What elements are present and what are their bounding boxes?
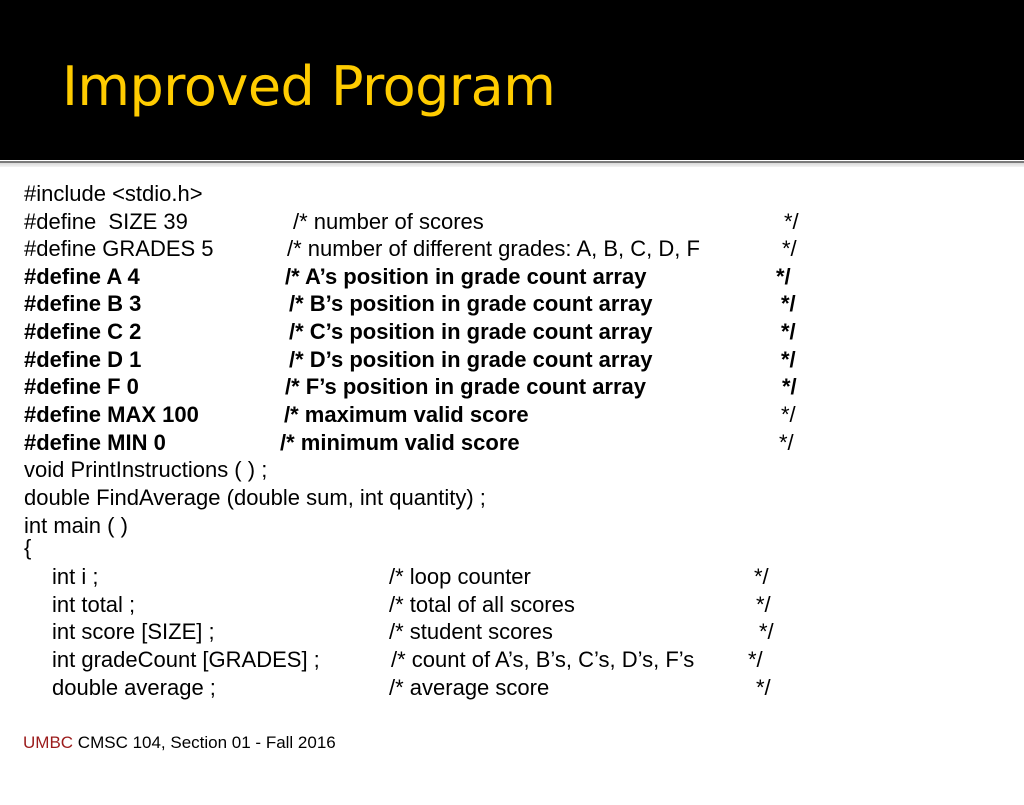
slide-footer bbox=[23, 733, 336, 753]
code-comment: /* total of all scores bbox=[389, 592, 575, 617]
code-text: int score [SIZE] ; bbox=[52, 619, 215, 644]
code-text: #define A 4 bbox=[24, 264, 140, 289]
code-line-define-c bbox=[24, 319, 796, 345]
code-text: #define F 0 bbox=[24, 374, 139, 399]
footer-course: CMSC 104, Section 01 - Fall 2016 bbox=[73, 733, 336, 752]
code-line-define-max bbox=[24, 402, 796, 428]
code-comment: /* loop counter bbox=[389, 564, 531, 589]
code-line-define-grades bbox=[24, 236, 797, 262]
code-text: double FindAverage (double sum, int quantity) ; bbox=[24, 485, 486, 510]
code-comment: /* F’s position in grade count array bbox=[285, 374, 647, 399]
code-line-define-a bbox=[24, 264, 791, 290]
code-comment: /* maximum valid score bbox=[284, 402, 529, 427]
code-line-define-min bbox=[24, 430, 794, 456]
code-comment: /* D’s position in grade count array bbox=[289, 347, 653, 372]
code-comment: /* C’s position in grade count array bbox=[289, 319, 653, 344]
code-comment: /* average score bbox=[389, 675, 550, 700]
comment-close: */ bbox=[781, 402, 796, 427]
code-text: #define MIN 0 bbox=[24, 430, 166, 455]
code-text: int gradeCount [GRADES] ; bbox=[52, 647, 320, 672]
comment-close: */ bbox=[784, 209, 799, 234]
code-line-proto-print bbox=[24, 457, 268, 483]
code-line-decl-gradecount bbox=[52, 647, 763, 673]
comment-close: */ bbox=[776, 264, 791, 289]
code-text: #define B 3 bbox=[24, 291, 142, 316]
code-comment: /* minimum valid score bbox=[280, 430, 520, 455]
code-line-decl-total bbox=[52, 592, 771, 618]
comment-close: */ bbox=[781, 291, 796, 316]
code-line-include bbox=[24, 181, 203, 207]
slide-title: Improved Program bbox=[62, 55, 556, 118]
comment-close: */ bbox=[756, 675, 771, 700]
comment-close: */ bbox=[759, 619, 774, 644]
code-text: #define MAX 100 bbox=[24, 402, 199, 427]
code-comment: /* number of scores bbox=[293, 209, 484, 234]
code-text: void PrintInstructions ( ) ; bbox=[24, 457, 268, 482]
footer-org: UMBC bbox=[23, 733, 74, 752]
comment-close: */ bbox=[748, 647, 763, 672]
code-line-define-d bbox=[24, 347, 796, 373]
code-comment: /* student scores bbox=[389, 619, 553, 644]
code-text: #define D 1 bbox=[24, 347, 142, 372]
code-text: int total ; bbox=[52, 592, 136, 617]
code-line-decl-average bbox=[52, 675, 771, 701]
code-text: #include <stdio.h> bbox=[24, 181, 203, 206]
code-text: int i ; bbox=[52, 564, 99, 589]
code-text: double average ; bbox=[52, 675, 216, 700]
comment-close: */ bbox=[781, 347, 796, 372]
code-comment: /* A’s position in grade count array bbox=[285, 264, 647, 289]
comment-close: */ bbox=[782, 236, 797, 261]
code-line-proto-average bbox=[24, 485, 486, 511]
comment-close: */ bbox=[756, 592, 771, 617]
code-line-define-b bbox=[24, 291, 796, 317]
code-line-decl-i bbox=[52, 564, 769, 590]
comment-close: */ bbox=[754, 564, 769, 589]
code-text: { bbox=[24, 535, 32, 560]
code-line-define-size bbox=[24, 209, 799, 235]
code-line-define-f bbox=[24, 374, 797, 400]
comment-close: */ bbox=[779, 430, 794, 455]
code-comment: /* number of different grades: A, B, C, D, F bbox=[287, 236, 700, 261]
code-comment: /* count of A’s, B’s, C’s, D’s, F’s bbox=[391, 647, 695, 672]
code-text: #define SIZE 39 bbox=[24, 209, 188, 234]
code-text: int main ( ) bbox=[24, 513, 128, 538]
code-line-open-brace bbox=[24, 535, 48, 561]
comment-close: */ bbox=[781, 319, 796, 344]
code-text: #define C 2 bbox=[24, 319, 142, 344]
code-comment: /* B’s position in grade count array bbox=[289, 291, 653, 316]
code-text: #define GRADES 5 bbox=[24, 236, 214, 261]
comment-close: */ bbox=[782, 374, 797, 399]
code-line-decl-score bbox=[52, 619, 774, 645]
